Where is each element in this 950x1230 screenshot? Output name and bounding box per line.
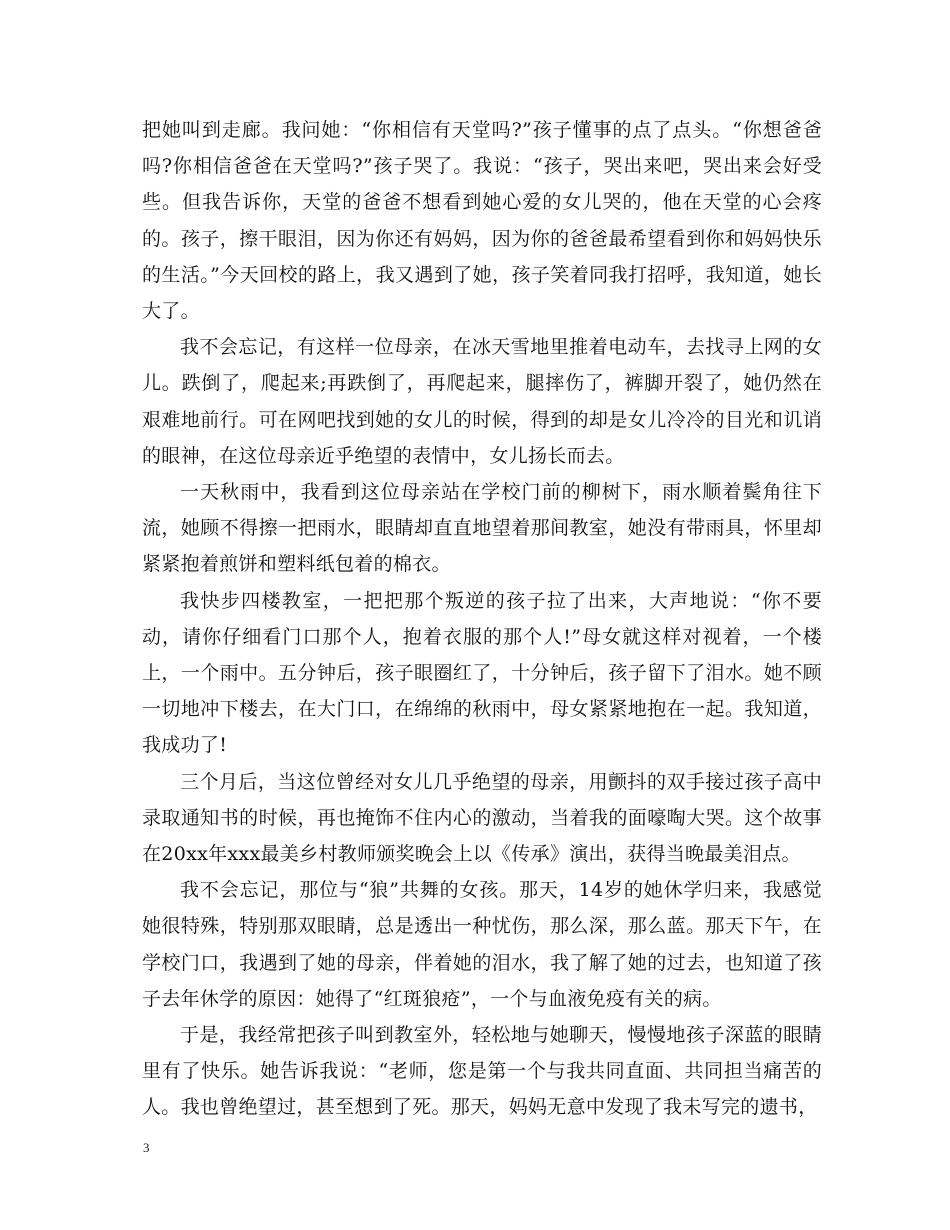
document-body [142, 112, 822, 1126]
page-number: 3 [143, 1140, 150, 1155]
paragraph-5: 三个月后，当这位曾经对女儿几乎绝望的母亲，用颤抖的双手接过孩子高中录取通知书的时候，再也掩饰不住内心的激动，当着我的面嚎啕大哭。这个故事在20xx年xxx最美乡村教师颁奖晚会上以《传承》演出，获得当晚最美泪点。 [142, 770, 822, 866]
paragraph-3: 一天秋雨中，我看到这位母亲站在学校门前的柳树下，雨水顺着鬓角往下流，她顾不得擦一把雨水，眼睛却直直地望着那间教室，她没有带雨具，怀里却紧紧抱着煎饼和塑料纸包着的棉衣。 [142, 481, 822, 576]
paragraph-4: 我快步四楼教室，一把把那个叛逆的孩子拉了出来，大声地说：“你不要动，请你仔细看门口那个人，抱着衣服的那个人!”母女就这样对视着，一个楼上，一个雨中。五分钟后，孩子眼圈红了，十分钟后，孩子留下了泪水。她不顾一切地冲下楼去，在大门口，在绵绵的秋雨中，母女紧紧地抱在一起。我知道，我成功了! [142, 589, 822, 757]
paragraph-2: 我不会忘记，有这样一位母亲，在冰天雪地里推着电动车，去找寻上网的女儿。跌倒了，爬起来;再跌倒了，再爬起来，腿摔伤了，裤脚开裂了，她仍然在艰难地前行。可在网吧找到她的女儿的时候，得到的却是女儿冷冷的目光和讥诮的眼神，在这位母亲近乎绝望的表情中，女儿扬长而去。 [142, 336, 822, 467]
paragraph-1: 把她叫到走廊。我问她：“你相信有天堂吗?”孩子懂事的点了点头。“你想爸爸吗?你相信爸爸在天堂吗?”孩子哭了。我说：“孩子，哭出来吧，哭出来会好受些。但我告诉你，天堂的爸爸不想看到她心爱的女儿哭的，他在天堂的心会疼的。孩子，擦干眼泪，因为你还有妈妈，因为你的爸爸最希望看到你和妈妈快乐的生活。”今天回校的路上，我又遇到了她，孩子笑着同我打招呼，我知道，她长大了。 [142, 119, 822, 323]
paragraph-6: 我不会忘记，那位与“狼”共舞的女孩。那天，14岁的她休学归来，我感觉她很特殊，特别那双眼睛，总是透出一种忧伤，那么深，那么蓝。那天下午，在学校门口，我遇到了她的母亲，伴着她的泪水，我了解了她的过去，也知道了孩子去年休学的原因：她得了“红斑狼疮”，一个与血液免疫有关的病。 [142, 879, 822, 1010]
paragraph-7: 于是，我经常把孩子叫到教室外，轻松地与她聊天，慢慢地孩子深蓝的眼睛里有了快乐。她告诉我说：“老师，您是第一个与我共同直面、共同担当痛苦的人。我也曾绝望过，甚至想到了死。那天，妈妈无意中发现了我未写完的遗书， [142, 1024, 822, 1119]
